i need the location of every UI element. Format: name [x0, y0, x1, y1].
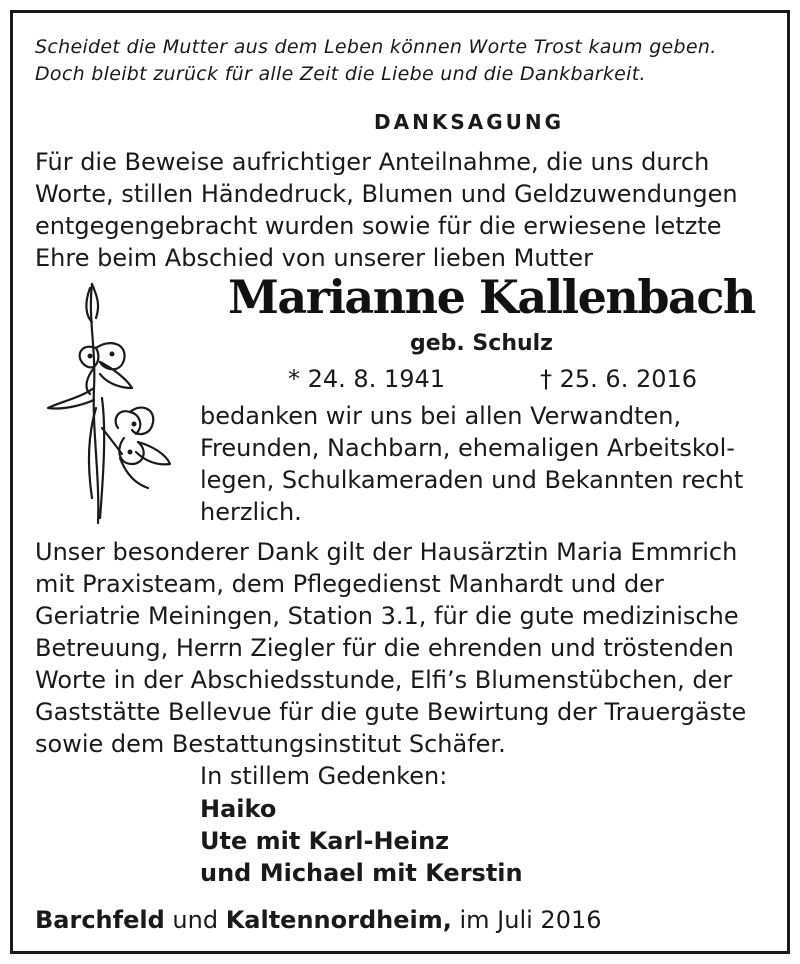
memorial-label: In stillem Gedenken:	[200, 762, 448, 790]
intro-line: Worte, stillen Händedruck, Blumen und Geldzuwendungen	[35, 180, 738, 208]
footer-place-2: Kaltennordheim,	[225, 906, 452, 934]
special-thanks-line: Unser besonderer Dank gilt der Hausärztin Maria Emmrich	[35, 538, 738, 566]
special-thanks-line: sowie dem Bestattungsinstitut Schäfer.	[35, 730, 506, 758]
special-thanks-line: Worte in der Abschiedsstunde, Elfi’s Blumenstübchen, der	[35, 666, 733, 694]
footer-place-1: Barchfeld	[35, 906, 165, 934]
footer-date: im Juli 2016	[451, 906, 602, 934]
thanks-line: herzlich.	[200, 498, 302, 526]
quote-line-1: Scheidet die Mutter aus dem Leben können Worte Trost kaum geben.	[35, 36, 717, 58]
quote-line-2: Doch bleibt zurück für alle Zeit die Liebe und die Dankbarkeit.	[35, 63, 646, 85]
thanks-line: bedanken wir uns bei allen Verwandten,	[200, 402, 682, 430]
iris-flower-icon	[40, 278, 180, 528]
birth-name: geb. Schulz	[410, 331, 553, 356]
mourner-name: und Michael mit Kerstin	[200, 859, 523, 887]
special-thanks-line: mit Praxisteam, dem Pflegedienst Manhardt und der	[35, 570, 664, 598]
thanks-line: Freunden, Nachbarn, ehemaligen Arbeitskol-	[200, 434, 735, 462]
mourner-name: Haiko	[200, 795, 277, 823]
footer-conjunction: und	[164, 906, 226, 934]
birth-date: * 24. 8. 1941	[288, 365, 446, 393]
intro-line: entgegengebracht wurden sowie für die erwiesene letzte	[35, 212, 722, 240]
heading-danksagung: DANKSAGUNG	[374, 110, 565, 134]
footer-line	[35, 906, 602, 934]
death-date: † 25. 6. 2016	[540, 365, 698, 393]
special-thanks-line: Geriatrie Meiningen, Station 3.1, für die gute medizinische	[35, 602, 739, 630]
special-thanks-line: Gaststätte Bellevue für die gute Bewirtung der Trauergäste	[35, 698, 747, 726]
thanks-line: legen, Schulkameraden und Bekannten recht	[200, 466, 744, 494]
intro-line: Für die Beweise aufrichtiger Anteilnahme, die uns durch	[35, 148, 710, 176]
special-thanks-line: Betreuung, Herrn Ziegler für die ehrenden und tröstenden	[35, 634, 734, 662]
deceased-name: Marianne Kallenbach	[228, 270, 755, 324]
mourner-name: Ute mit Karl-Heinz	[200, 827, 450, 855]
intro-line: Ehre beim Abschied von unserer lieben Mutter	[35, 244, 593, 272]
